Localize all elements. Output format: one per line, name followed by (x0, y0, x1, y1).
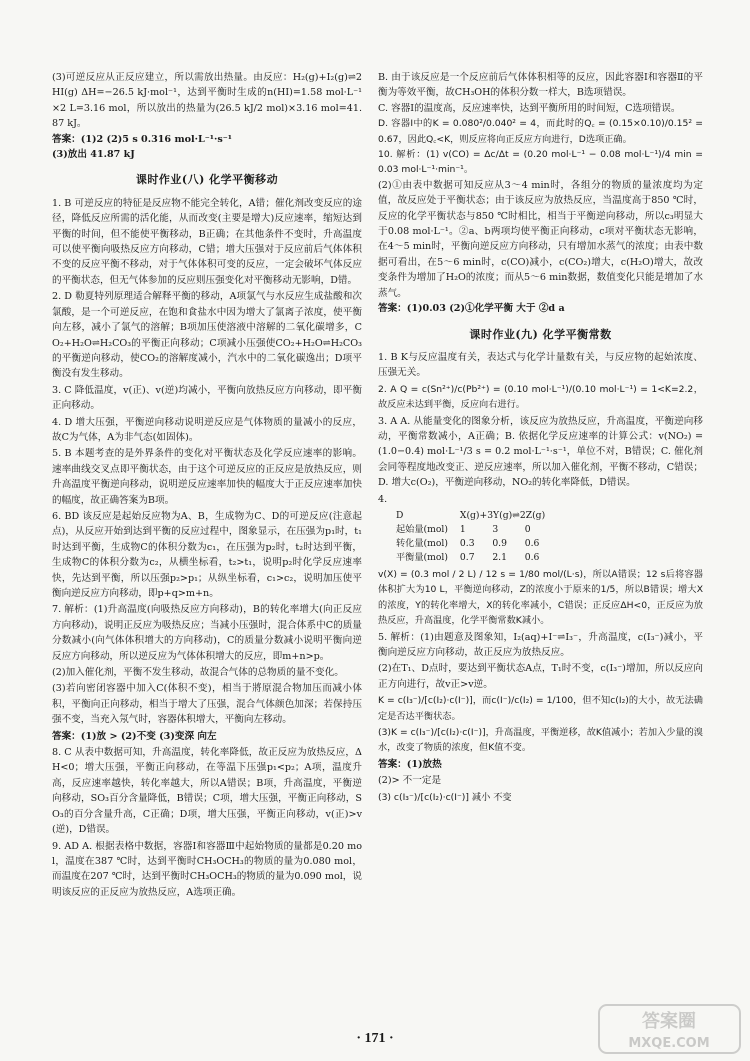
table-cell: 3 (492, 523, 499, 535)
left-item-2: 2. D 勒夏特列原理适合解释平衡的移动，A项氯气与水反应生成盐酸和次氯酸，是一个可逆反应，在饱和食盐水中因为增大了氯离子浓度，使平衡向左移，减小了氯气的溶解；B项加压使溶液中溶解的二氧化碳增多，CO₂+H₂O⇌H₂CO₃的平衡正向移动；C项减小压强使CO₂+H₂O⇌H₂CO₃的平衡逆向移动，使CO₂的溶解度减小，汽水中的二氧化碳逸出；D项平衡没有发生移动。 (52, 291, 362, 380)
table-cell: 0.6 (524, 551, 540, 563)
section-title-8: 课时作业(八) 化学平衡移动 (135, 173, 279, 187)
table-cell: 2.1 (492, 551, 507, 563)
right-item-5-answer-1: 答案：(1)放热 (378, 758, 442, 770)
right-item-2: 2. A Q = c(Sn²⁺)/c(Pb²⁺) = (0.10 mol·L⁻¹)/(0.10 mol·L⁻¹) = 1<K=2.2，故反应未达到平衡，反应向右进行。 (378, 383, 703, 411)
right-item-5: 5. 解析：(1)由题意及图象知，I₂(aq)+I⁻⇌I₃⁻，升高温度，c(I₃⁻)减小，平衡向逆反应方向移动，故正反应为放热反应。 (378, 631, 703, 658)
table-cell: 0.7 (459, 551, 475, 563)
equilibrium-table (396, 509, 557, 565)
table-header-label: D (396, 509, 404, 521)
left-item-5: 5. B 本题考查的是外界条件的变化对平衡状态及化学反应速率的影响。速率曲线交叉点即平衡状态，由于这个可逆反应的正反应是放热反应，则升高温度平衡逆向移动，说明逆反应速率加快的幅度大于正反应速率加快的幅度，故正确答案为B项。 (52, 448, 362, 506)
table-cell: 1 (459, 523, 466, 535)
left-item-7-answer: 答案：(1)放 > (2)不变 (3)变深 向左 (52, 730, 217, 742)
left-item-3: 3. C 降低温度，v(正)、v(逆)均减小，平衡向放热反应方向移动，即平衡正向移动。 (52, 384, 362, 412)
table-row (396, 551, 557, 565)
right-item-4-calc: v(X) = (0.3 mol / 2 L) / 12 s = 1/80 mol/(L·s)，所以A错误；12 s后将容器体积扩大为10 L，平衡逆向移动，Z的浓度小于原来的1/5，所以B错误；增大X的浓度，Y的转化率增大，X的转化率减小，C错误；正反应ΔH<0，正反应为放热反应，升高温度，化学平衡常数K减小。 (378, 568, 703, 627)
table-cell: 0 (524, 523, 531, 535)
table-header-equation: X(g)+3Y(g)⇌2Z(g) (459, 509, 546, 521)
svg-text:答案圈: 答案圈 (642, 1011, 696, 1032)
right-item-10: 10. 解析：(1) v(CO) = Δc/Δt = (0.20 mol·L⁻¹ − 0.08 mol·L⁻¹)/4 min = 0.03 mol·L⁻¹·min⁻¹。 (378, 149, 703, 176)
right-item-5-3: K = c(I₃⁻)/[c(I₂)·c(I⁻)]，而c(I⁻)/c(I₂) = 1/100，但不知c(I₂)的大小，故无法确定是否达平衡状态。 (378, 695, 703, 722)
right-para-d: D. 容器Ⅰ中的K = 0.080²/0.040² = 4，而此时的Q꜀ = (0.15×0.10)/0.15² = 0.67，因此Q꜀<K，则反应将向正反应方向进行，D选项正确。 (378, 118, 703, 145)
intro-answer: 答案：(1)2 (2)5 s 0.316 mol·L⁻¹·s⁻¹ (52, 133, 232, 145)
table-cell: 平衡量(mol) (396, 551, 448, 563)
left-item-9: 9. AD A. 根据表格中数据，容器Ⅰ和容器Ⅲ中起始物质的量都是0.20 mol，温度在387 ℃时，达到平衡时CH₃OCH₃的物质的量为0.080 mol，而温度在207 ℃时，达到平衡时CH₃OCH₃的物质的量为0.090 mol，说明该反应的正反应为放热反应，A选项正确。 (52, 840, 362, 898)
right-item-10-answer: 答案：(1)0.03 (2)①化学平衡 大于 ②d a (378, 303, 565, 315)
watermark-logo (597, 1003, 742, 1055)
left-item-8: 8. C 从表中数据可知，升高温度，转化率降低，故正反应为放热反应，ΔH<0；增大压强，平衡正向移动，在等温下压强p₁<p₂；A项，温度升高，反应速率越快，转化率越大，所以A错误；B项，升高温度，平衡逆向移动，SO₃百分含量降低，B错误；C项，增大压强，平衡正向移动，SO₃的百分含量升高，C正确；D项，增大压强，平衡正向移动，v(正)>v(逆)，D错误。 (52, 747, 362, 836)
right-para-b: B. 由于该反应是一个反应前后气体体积相等的反应，因此容器Ⅰ和容器Ⅱ的平衡为等效平衡，故CH₃OH的体积分数一样大，B选项错误。 (378, 72, 703, 99)
right-item-5-4: (3)K = c(I₃⁻)/[c(I₂)·c(I⁻)]，升高温度，平衡逆移，故K值减小；若加入少量的溴水，改变了物质的浓度，但K值不变。 (378, 727, 703, 754)
right-item-10-2: (2)①由表中数据可知反应从3～4 min时，各组分的物质的量浓度均为定值，故反应处于平衡状态；由于该反应为放热反应，当温度高于850 ℃时，反应的化学平衡状态与850 ℃时相比，相当于平衡逆向移动，所以c₃明显大于0.08 mol·L⁻¹。②a、b两项均使平衡正向移动，c项对平衡状态无影响，在4～5 min时，平衡向逆反应方向移动，只有增加水蒸气的浓度；由表中数据可看出，在5～6 min时，c(CO)减小，c(CO₂)增大，c(H₂O)增大，故改变条件为增加了H₂O的浓度；而从5～6 min数据，数值变化只能是增加了水蒸气。 (378, 179, 703, 299)
table-header-row (396, 509, 557, 523)
table-row (396, 523, 557, 537)
left-item-7: 7. 解析：(1)升高温度(向吸热反应方向移动)，B的转化率增大(向正反应方向移动)，说明正反应为吸热反应；当减小压强时，混合体系中C的质量分数减小(向气体体积增大的方向移动)，C的质量分数减小说明平衡向逆反应方向移动，所以逆反应为气体体积增大的反应，即m+n>p。 (52, 604, 362, 662)
right-item-5-2: (2)在T₁、D点时，要达到平衡状态A点，T₁时不变，c(I₃⁻)增加，所以反应向正方向进行，故v正>v逆。 (378, 663, 703, 690)
right-column (378, 70, 703, 1030)
right-item-5-answer-3: (3) c(I₃⁻)/[c(I₂)·c(I⁻)] 减小 不变 (378, 791, 512, 803)
left-item-4: 4. D 增大压强，平衡逆向移动说明逆反应是气体物质的量减小的反应，故C为气体，A为非气态(如固体)。 (52, 416, 362, 443)
table-cell: 0.6 (524, 537, 540, 549)
table-cell: 0.9 (492, 537, 507, 549)
right-item-5-answer-2: (2)> 不一定是 (378, 775, 442, 787)
right-item-4: 4. (378, 493, 388, 505)
table-cell: 起始量(mol) (396, 523, 448, 535)
left-item-6: 6. BD 该反应是起始反应物为A、B，生成物为C、D的可逆反应(注意起点)，从反应开始到达到平衡的反应过程中，图象显示，在压强为p₁时，t₁时达到平衡，生成物C的体积分数为c₁，在压强为p₂时，t₂时达到平衡，生成物C的体积分数为c₂，从横坐标看，t₂>t₁，说明p₂时化学反应速率快，先达到平衡，所以压强p₂>p₁；从纵坐标看，c₁>c₂，说明加压使平衡向逆反应方向移动，即p+q>m+n。 (52, 510, 362, 599)
left-item-1: 1. B 可逆反应的特征是反应物不能完全转化，A错；催化剂改变反应的途径，降低反应所需的活化能，从而改变(主要是增大)反应速率，缩短达到平衡的时间，但不能使平衡移动，B正确；在其他条件不变时，升高温度可以使平衡向吸热反应方向移动，C错；增大压强对于反应前后气体体积不变的反应平衡不移动，对于气体体积可变的反应，一定会破坏气体反应的平衡状态，但无气体参加的反应则压强变化对平衡移动无影响，D错。 (52, 197, 362, 286)
left-column (52, 70, 362, 1030)
left-item-7b: (2)加入催化剂，平衡不发生移动，故混合气体的总物质的量不变化。 (52, 667, 344, 679)
table-cell: 转化量(mol) (396, 537, 448, 549)
left-item-7c: (3)若向密闭容器中加入C(体积不变)，相当于將原混合物加压而减小体积，平衡向正向移动，相当于增大了压强，混合气体颜色加深；若保持压强不变，当充入氖气时，容器体积增大，平衡向左移动。 (52, 683, 362, 726)
intro-answer-2: (3)放出 41.87 kJ (52, 149, 135, 161)
right-para-c: C. 容器Ⅰ的温度高，反应速率快，达到平衡所用的时间短，C选项错误。 (378, 102, 681, 114)
table-cell: 0.3 (459, 537, 475, 549)
right-item-1: 1. B K与反应温度有关，表达式与化学计量数有关，与反应物的起始浓度、压强无关。 (378, 351, 703, 379)
page-number: · 171 · (356, 1031, 394, 1046)
table-row (396, 537, 557, 551)
intro-para-1: (3)可逆反应从正反应建立，所以需放出热量。由反应：H₂(g)+I₂(g)⇌2HI(g) ΔH=−26.5 kJ·mol⁻¹，达到平衡时生成的n(HI)=1.58 mol·L⁻¹×2 L=3.16 mol，所以放出的热量为(26.5 kJ/2 mol)×3.16 mol=41.87 kJ。 (52, 72, 362, 130)
right-item-3: 3. A A. 从能量变化的图象分析，该反应为放热反应，升高温度，平衡逆向移动，平衡常数减小，A正确；B. 依据化学反应速率的计算公式：v(NO₂) = (1.0−0.4) mol·L⁻¹/3 s = 0.2 mol·L⁻¹·s⁻¹，单位不对，B错误；C. 催化剂会同等程度地改变正、逆反应速率，所以加入催化剂，平衡不移动，C错误；D. 增大c(O₂)，平衡逆向移动，NO₂的转化率降低，D错误。 (378, 415, 703, 489)
svg-text:MXQE.COM: MXQE.COM (628, 1036, 710, 1051)
section-title-9: 课时作业(九) 化学平衡常数 (469, 327, 612, 341)
